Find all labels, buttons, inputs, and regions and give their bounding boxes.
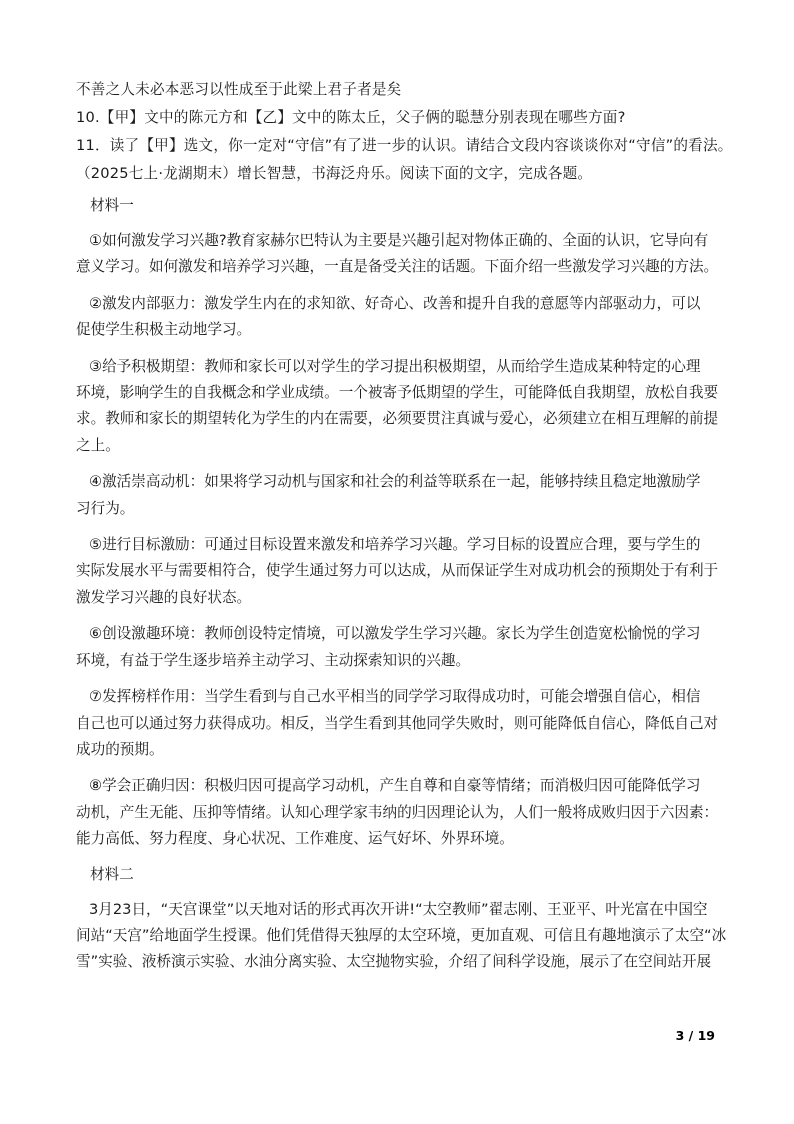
paragraph-line: 环境，影响学生的自我概念和学业成绩。一个被寄予低期望的学生，可能降低自我期望，放松自我要 (76, 384, 719, 402)
paragraph-line: 成功的预期。 (76, 740, 164, 758)
passage-fragment-line: 不善之人未必本恶习以性成至于此梁上君子者是矣 (76, 81, 402, 98)
paragraph-line: ⑥创设激趣环境：教师创设特定情境，可以激发学生学习兴趣。家长为学生创造宽松愉悦的学习 (89, 625, 701, 643)
material-1-paragraph-6 (76, 621, 718, 674)
material-1-paragraph-3 (76, 354, 718, 460)
paragraph-line: 求。教师和家长的期望转化为学生的内在需要，必须要贯注真诚与爱心，必须建立在相互理解的前提 (76, 410, 719, 428)
paragraph-line: 雪”实验、液桥演示实验、水油分离实验、太空抛物实验，介绍了间科学设施，展示了在空间站开展 (76, 953, 712, 971)
section-intro: （2025七上·龙湖期末）增长智慧，书海泛舟乐。阅读下面的文字，完成各题。 (76, 165, 593, 182)
paragraph-line: ⑦发挥榜样作用：当学生看到与自己水平相当的同学学习取得成功时，可能会增强自信心，相信 (89, 688, 701, 706)
material-1-paragraph-4 (76, 469, 718, 522)
material-1-title: 材料一 (90, 197, 134, 214)
page-number: 3 / 19 (675, 1028, 715, 1043)
paragraph-line: 能力高低、努力程度、身心状况、工作难度、运气好坏、外界环境。 (76, 830, 514, 848)
page-content (76, 78, 733, 986)
material-1-paragraph-8 (76, 773, 718, 852)
paragraph-line: 之上。 (76, 436, 120, 454)
paragraph-line: 促使学生积极主动地学习。 (76, 321, 252, 339)
paragraph-line: ⑧学会正确归因：积极归因可提高学习动机，产生自尊和自豪等情绪；而消极归因可能降低学习 (89, 777, 701, 795)
paragraph-line: ②激发内部驱力：激发学生内在的求知欲、好奇心、改善和提升自我的意愿等内部驱动力，可以 (89, 294, 701, 312)
paragraph-line: 意义学习。如何激发和培养学习兴趣，一直是备受关注的话题。下面介绍一些激发学习兴趣的方法。 (76, 258, 719, 276)
material-1-paragraph-7 (76, 684, 718, 763)
question-10: 10.【甲】文中的陈元方和【乙】文中的陈太丘，父子俩的聪慧分别表现在哪些方面? (76, 109, 626, 126)
paragraph-line: 实际发展水平与需要相符合，使学生通过努力可以达成，从而保证学生对成功机会的预期处于有利于 (76, 562, 719, 580)
paragraph-line: 自己也可以通过努力获得成功。相反，当学生看到其他同学失败时，则可能降低自信心，降低自己对 (76, 714, 719, 732)
material-2-title: 材料二 (90, 865, 134, 883)
paragraph-line: ①如何激发学习兴趣?教育家赫尔巴特认为主要是兴趣引起对物体正确的、全面的认识，它导向有 (89, 232, 709, 249)
paragraph-line: 动机，产生无能、压抑等情绪。认知心理学家韦纳的归因理论认为，人们一般将成败归因于六因素： (76, 803, 719, 821)
paragraph-line: ⑤进行目标激励：可通过目标设置来激发和培养学习兴趣。学习目标的设置应合理，要与学生的 (89, 536, 701, 554)
material-2-paragraph-1 (76, 897, 727, 976)
material-1-paragraph-2 (76, 291, 718, 344)
paragraph-line: ③给予积极期望：教师和家长可以对学生的学习提出积极期望，从而给学生造成某种特定的心理 (89, 357, 701, 375)
question-11: 11．读了【甲】选文，你一定对“守信”有了进一步的认识。请结合文段内容谈谈你对“守信”的看法。 (76, 137, 733, 154)
paragraph-line: 3月23日，“天宫课堂”以天地对话的形式再次开讲!“太空教师”翟志刚、王亚平、叶光富在中国空 (89, 900, 708, 918)
paragraph-line: 间站“天宫”给地面学生授课。他们凭借得天独厚的太空环境，更加直观、可信且有趣地演示了太空“冰 (76, 926, 727, 944)
paragraph-line: 环境，有益于学生逐步培养主动学习、主动探索知识的兴趣。 (76, 651, 471, 669)
material-1-paragraph-5 (76, 532, 718, 611)
paragraph-line: ④激活崇高动机：如果将学习动机与国家和社会的利益等联系在一起，能够持续且稳定地激励学 (89, 473, 701, 491)
paragraph-line: 激发学习兴趣的良好状态。 (76, 588, 252, 606)
material-1-paragraph-1 (76, 228, 718, 281)
paragraph-line: 习行为。 (76, 499, 135, 517)
